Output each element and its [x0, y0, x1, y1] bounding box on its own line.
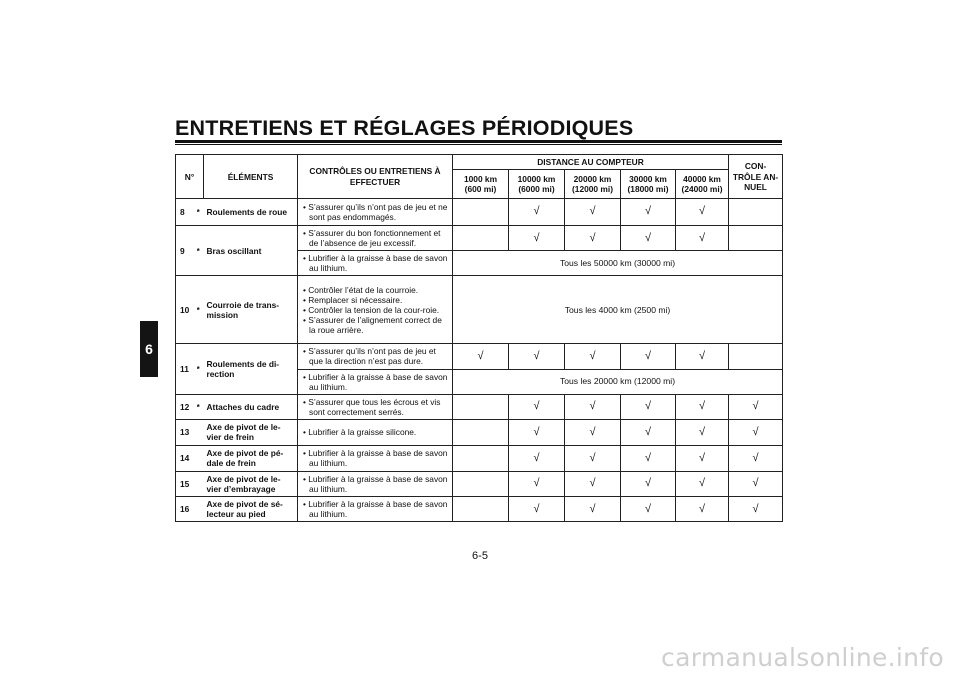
check-cell [453, 497, 509, 522]
table-row [176, 445, 783, 471]
table-row [176, 497, 783, 522]
table-row [176, 394, 783, 419]
header-km-20000: 20000 km (12000 mi) [565, 170, 621, 199]
action-line: • S’assurer qu’ils n’ont pas de jeu et ne sont pas endommagés. [303, 202, 448, 223]
check-cell: √ [565, 497, 621, 522]
row-item: Axe de pivot de le-vier de frein [204, 419, 298, 445]
table-row [176, 226, 783, 251]
check-cell: √ [729, 419, 783, 445]
title-rule [175, 140, 782, 143]
check-cell [453, 226, 509, 251]
check-cell: √ [565, 445, 621, 471]
row-actions [298, 251, 453, 276]
row-actions [298, 276, 453, 344]
check-cell: √ [621, 199, 676, 226]
row-item: Axe de pivot de sé-lecteur au pied [204, 497, 298, 522]
header-annual: CON-TRÔLE AN-NUEL [729, 155, 783, 199]
header-km-1000: 1000 km (600 mi) [453, 170, 509, 199]
action-line: • Lubrifier à la graisse à base de savon au lithium. [303, 371, 448, 392]
check-cell: √ [565, 199, 621, 226]
table-row [176, 199, 783, 226]
row-star [197, 419, 204, 445]
check-cell: √ [729, 445, 783, 471]
row-number: 13 [176, 419, 197, 445]
maintenance-table [175, 154, 783, 522]
check-cell: √ [676, 394, 729, 419]
action-line: • Contrôler l’état de la courroie. [303, 284, 419, 295]
check-cell [453, 394, 509, 419]
row-actions [298, 344, 453, 369]
check-cell: √ [509, 394, 565, 419]
check-cell: √ [676, 497, 729, 522]
interval-note: Tous les 20000 km (12000 mi) [453, 369, 783, 394]
row-item: Courroie de trans-mission [204, 276, 298, 344]
action-line: • S’assurer de l’alignement correct de la roue arrière. [303, 314, 442, 335]
row-item: Bras oscillant [204, 226, 298, 276]
check-cell: √ [729, 394, 783, 419]
row-star [197, 471, 204, 496]
row-star [197, 445, 204, 471]
header-checks: CONTRÔLES OU ENTRETIENS À EFFECTUER [298, 155, 453, 199]
check-cell: √ [509, 471, 565, 496]
check-cell: √ [729, 471, 783, 496]
row-star: * [197, 276, 204, 344]
row-number: 16 [176, 497, 197, 522]
header-km-10000: 10000 km (6000 mi) [509, 170, 565, 199]
row-actions [298, 445, 453, 471]
check-cell: √ [676, 199, 729, 226]
action-line: • Lubrifier à la graisse silicone. [303, 427, 417, 438]
table-row [176, 471, 783, 496]
check-cell: √ [621, 419, 676, 445]
action-line: • Lubrifier à la graisse à base de savon au lithium. [303, 473, 448, 494]
check-cell: √ [509, 199, 565, 226]
check-cell: √ [621, 471, 676, 496]
check-cell: √ [565, 344, 621, 369]
check-cell: √ [509, 419, 565, 445]
row-item: Roulements de roue [204, 199, 298, 226]
check-cell: √ [621, 394, 676, 419]
header-km-40000: 40000 km (24000 mi) [676, 170, 729, 199]
check-cell: √ [565, 226, 621, 251]
table-row [176, 344, 783, 369]
check-cell: √ [453, 344, 509, 369]
chapter-tab: 6 [140, 321, 158, 377]
check-cell: √ [509, 497, 565, 522]
title-rule-thin [175, 144, 782, 145]
check-cell: √ [621, 497, 676, 522]
row-number: 11 [176, 344, 197, 394]
row-star: * [197, 199, 204, 226]
check-cell: √ [676, 226, 729, 251]
check-cell [729, 226, 783, 251]
row-actions [298, 471, 453, 496]
check-cell [453, 419, 509, 445]
row-star: * [197, 344, 204, 394]
check-cell: √ [509, 445, 565, 471]
row-item: Roulements de di-rection [204, 344, 298, 394]
row-actions [298, 199, 453, 226]
row-star [197, 497, 204, 522]
row-actions [298, 419, 453, 445]
row-star: * [197, 394, 204, 419]
row-actions [298, 369, 453, 394]
check-cell: √ [676, 344, 729, 369]
row-number: 12 [176, 394, 197, 419]
row-number: 9 [176, 226, 197, 276]
page-number: 6-5 [472, 550, 488, 562]
check-cell: √ [509, 344, 565, 369]
table-row [176, 276, 783, 344]
interval-note: Tous les 50000 km (30000 mi) [453, 251, 783, 276]
action-line: • Lubrifier à la graisse à base de savon au lithium. [303, 499, 448, 520]
row-number: 15 [176, 471, 197, 496]
row-item: Axe de pivot de le-vier d’embrayage [204, 471, 298, 496]
check-cell: √ [565, 471, 621, 496]
check-cell: √ [676, 419, 729, 445]
action-line: • Lubrifier à la graisse à base de savon au lithium. [303, 448, 448, 469]
row-item: Axe de pivot de pé-dale de frein [204, 445, 298, 471]
check-cell: √ [621, 445, 676, 471]
interval-note: Tous les 4000 km (2500 mi) [453, 276, 783, 344]
header-no: N° [176, 155, 204, 199]
action-line: • S’assurer que tous les écrous et vis sont correctement serrés. [303, 396, 441, 417]
check-cell: √ [676, 471, 729, 496]
action-line: • S’assurer qu’ils n’ont pas de jeu et que la direction n’est pas dure. [303, 346, 436, 367]
check-cell [453, 445, 509, 471]
check-cell [729, 344, 783, 369]
row-actions [298, 394, 453, 419]
row-item: Attaches du cadre [204, 394, 298, 419]
row-star: * [197, 226, 204, 276]
table-row [176, 419, 783, 445]
check-cell: √ [676, 445, 729, 471]
action-line: • Remplacer si nécessaire. [303, 294, 403, 305]
row-number: 14 [176, 445, 197, 471]
row-actions [298, 226, 453, 251]
action-line: • Contrôler la tension de la cour-roie. [303, 304, 440, 315]
check-cell [453, 471, 509, 496]
action-line: • S’assurer du bon fonctionnement et de l’absence de jeu excessif. [303, 228, 441, 249]
check-cell: √ [621, 226, 676, 251]
check-cell [729, 199, 783, 226]
row-actions [298, 497, 453, 522]
row-number: 10 [176, 276, 197, 344]
action-line: • Lubrifier à la graisse à base de savon au lithium. [303, 253, 448, 274]
check-cell: √ [565, 419, 621, 445]
check-cell: √ [729, 497, 783, 522]
header-distance: DISTANCE AU COMPTEUR [453, 155, 729, 170]
row-number: 8 [176, 199, 197, 226]
check-cell: √ [565, 394, 621, 419]
table-body [176, 199, 783, 522]
check-cell: √ [509, 226, 565, 251]
header-km-30000: 30000 km (18000 mi) [621, 170, 676, 199]
page-title: ENTRETIENS ET RÉGLAGES PÉRIODIQUES [175, 116, 634, 140]
header-items: ÉLÉMENTS [204, 155, 298, 199]
check-cell: √ [621, 344, 676, 369]
check-cell [453, 199, 509, 226]
watermark: carmanualsonline.info [661, 643, 944, 672]
